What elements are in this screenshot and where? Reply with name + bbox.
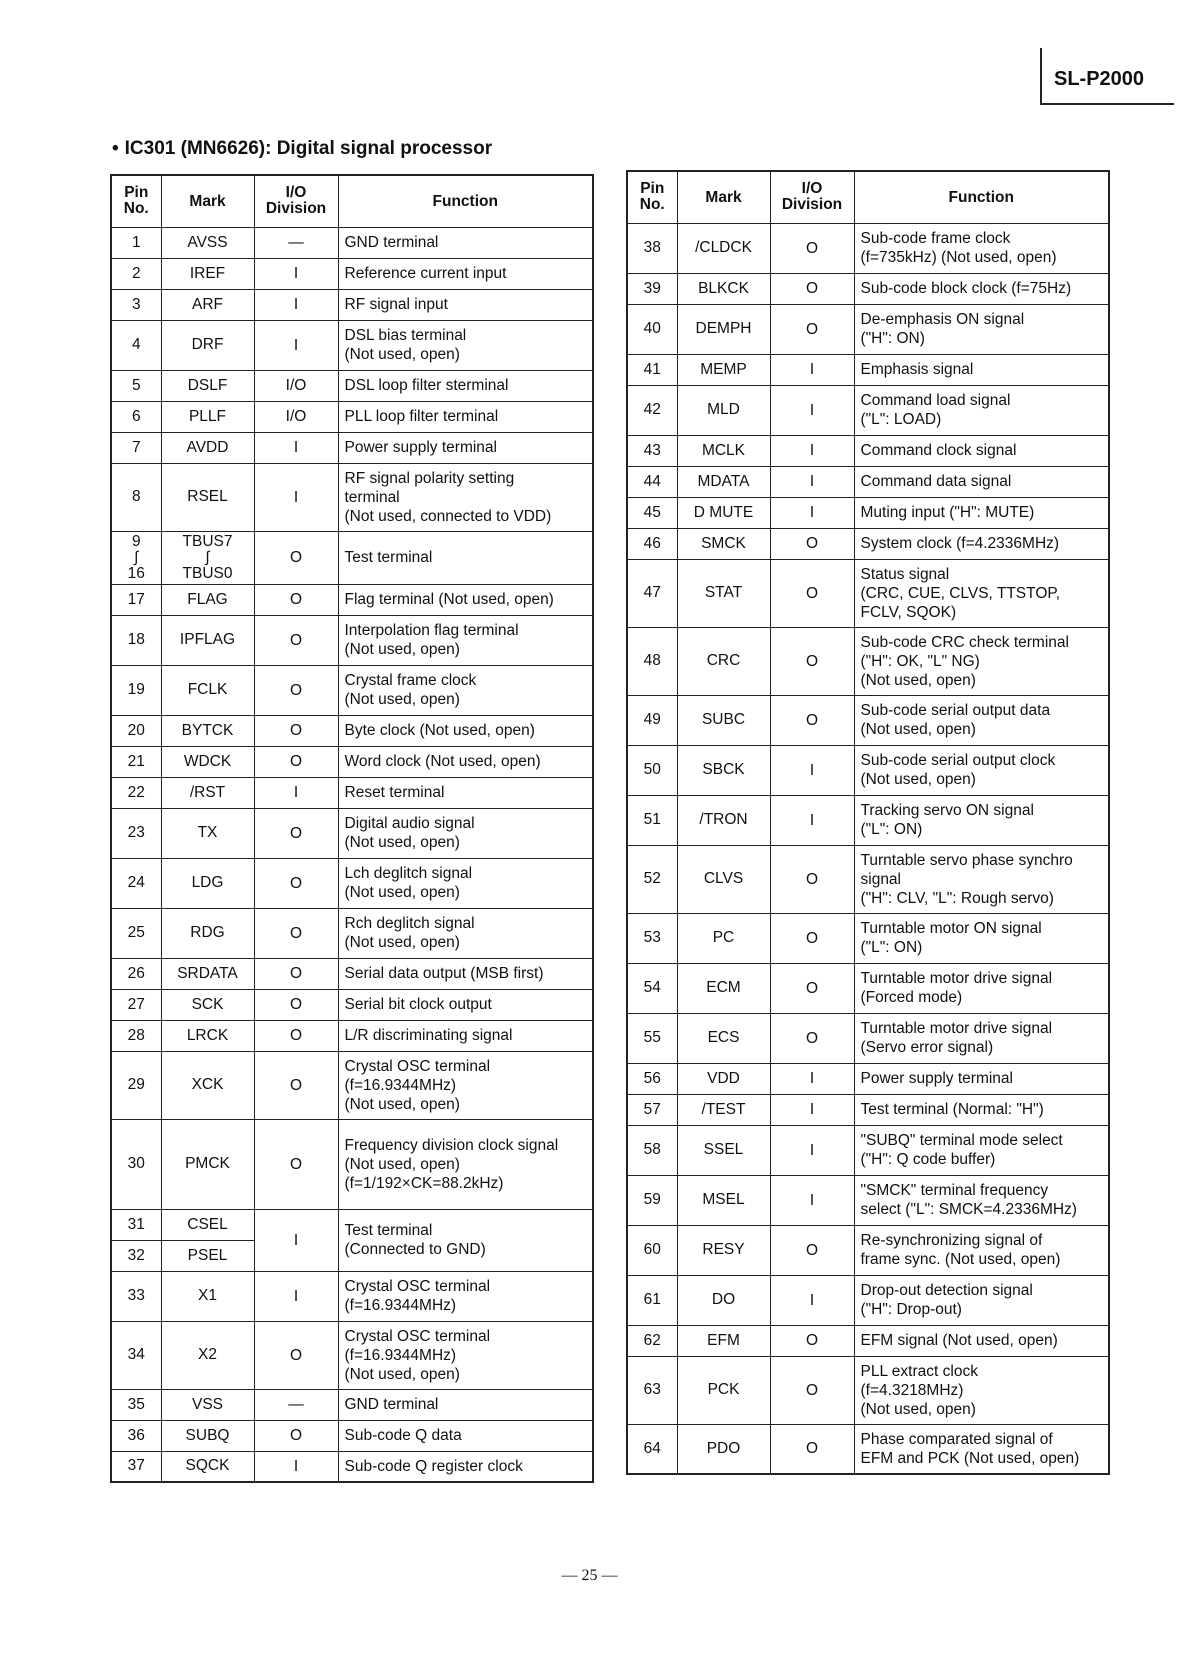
pin-function: DSL bias terminal (Not used, open) — [338, 320, 593, 370]
table-row — [111, 584, 593, 615]
pin-number: 62 — [627, 1325, 677, 1356]
table-row — [111, 432, 593, 463]
pin-number: 51 — [627, 795, 677, 845]
pin-io-division: O — [254, 1020, 338, 1051]
table-row — [627, 304, 1109, 354]
pin-number: 39 — [627, 273, 677, 304]
pin-io-division: O — [254, 858, 338, 908]
pin-mark: PSEL — [161, 1240, 254, 1271]
pin-mark: AVSS — [161, 227, 254, 258]
pin-io-division: I — [254, 1271, 338, 1321]
model-number: SL-P2000 — [1040, 48, 1174, 105]
header-io: I/O Division — [770, 171, 854, 223]
table-row — [111, 989, 593, 1020]
pin-io-division: O — [770, 627, 854, 695]
pin-function: Turntable motor ON signal ("L": ON) — [854, 913, 1109, 963]
table-row — [111, 401, 593, 432]
pin-mark: WDCK — [161, 746, 254, 777]
pin-io-division: O — [770, 845, 854, 913]
pin-mark: CLVS — [677, 845, 770, 913]
pin-number: 40 — [627, 304, 677, 354]
section-title — [112, 138, 492, 160]
pin-function: Emphasis signal — [854, 354, 1109, 385]
pin-io-division: I — [770, 745, 854, 795]
table-row — [627, 497, 1109, 528]
pin-mark: PCK — [677, 1356, 770, 1424]
pin-mark: SCK — [161, 989, 254, 1020]
pin-number: 18 — [111, 615, 161, 665]
pin-io-division: O — [254, 1051, 338, 1119]
pin-mark: TBUS7 ∫ TBUS0 — [161, 531, 254, 584]
pin-function: Digital audio signal (Not used, open) — [338, 808, 593, 858]
pin-number: 22 — [111, 777, 161, 808]
table-row — [627, 1325, 1109, 1356]
pin-io-division: I — [254, 258, 338, 289]
pin-mark: FLAG — [161, 584, 254, 615]
pin-number: 41 — [627, 354, 677, 385]
header-pin-no: Pin No. — [627, 171, 677, 223]
pin-function: Rch deglitch signal (Not used, open) — [338, 908, 593, 958]
pin-io-division: I — [770, 435, 854, 466]
table-row — [111, 320, 593, 370]
pin-number: 60 — [627, 1225, 677, 1275]
pin-mark: MDATA — [677, 466, 770, 497]
pin-function: PLL extract clock (f=4.3218MHz) (Not used, open) — [854, 1356, 1109, 1424]
pin-number: 31 — [111, 1209, 161, 1240]
pin-io-division: O — [770, 963, 854, 1013]
pin-mark: MCLK — [677, 435, 770, 466]
table-row — [627, 963, 1109, 1013]
pin-mark: RSEL — [161, 463, 254, 531]
pin-function: Muting input ("H": MUTE) — [854, 497, 1109, 528]
pin-function: Command data signal — [854, 466, 1109, 497]
pin-mark: IPFLAG — [161, 615, 254, 665]
pin-mark: CRC — [677, 627, 770, 695]
pin-io-division: I — [770, 466, 854, 497]
table-row — [111, 531, 593, 584]
pin-mark: ARF — [161, 289, 254, 320]
pin-io-division: O — [254, 1420, 338, 1451]
pin-mark: XCK — [161, 1051, 254, 1119]
pin-mark: DSLF — [161, 370, 254, 401]
pin-io-division: O — [770, 559, 854, 627]
table-row — [111, 370, 593, 401]
table-row — [627, 913, 1109, 963]
table-row — [111, 808, 593, 858]
pin-function: "SMCK" terminal frequency select ("L": SMCK=4.2336MHz) — [854, 1175, 1109, 1225]
pin-io-division: — — [254, 227, 338, 258]
pin-io-division: O — [254, 584, 338, 615]
pin-number: 45 — [627, 497, 677, 528]
table-row — [111, 1209, 593, 1240]
table-row — [111, 715, 593, 746]
pin-io-division: O — [770, 528, 854, 559]
table-row — [111, 665, 593, 715]
pin-number: 21 — [111, 746, 161, 777]
pin-function: System clock (f=4.2336MHz) — [854, 528, 1109, 559]
pin-number: 36 — [111, 1420, 161, 1451]
pin-number: 1 — [111, 227, 161, 258]
pin-mark: X1 — [161, 1271, 254, 1321]
pin-number: 34 — [111, 1321, 161, 1389]
table-row — [627, 1356, 1109, 1424]
pin-mark: D MUTE — [677, 497, 770, 528]
pin-function: Reference current input — [338, 258, 593, 289]
pin-number: 29 — [111, 1051, 161, 1119]
pin-mark: DRF — [161, 320, 254, 370]
pin-io-division: I — [770, 1125, 854, 1175]
pin-function: Sub-code Q register clock — [338, 1451, 593, 1482]
header-function: Function — [338, 175, 593, 227]
pin-number: 25 — [111, 908, 161, 958]
pin-number: 49 — [627, 695, 677, 745]
pin-mark: EFM — [677, 1325, 770, 1356]
pin-function: Power supply terminal — [338, 432, 593, 463]
pin-number: 6 — [111, 401, 161, 432]
table-row — [111, 1321, 593, 1389]
pin-number: 37 — [111, 1451, 161, 1482]
pin-function: Sub-code CRC check terminal ("H": OK, "L" NG) (Not used, open) — [854, 627, 1109, 695]
pin-mark: TX — [161, 808, 254, 858]
table-row — [627, 223, 1109, 273]
pin-mark: /TRON — [677, 795, 770, 845]
table-row — [627, 1013, 1109, 1063]
pin-mark: MLD — [677, 385, 770, 435]
pin-function: Status signal (CRC, CUE, CLVS, TTSTOP, FCLV, SQOK) — [854, 559, 1109, 627]
table-row — [627, 435, 1109, 466]
pin-number: 42 — [627, 385, 677, 435]
pin-function: Crystal OSC terminal (f=16.9344MHz) (Not used, open) — [338, 1051, 593, 1119]
pin-mark: SBCK — [677, 745, 770, 795]
pin-function: Tracking servo ON signal ("L": ON) — [854, 795, 1109, 845]
pin-io-division: O — [254, 531, 338, 584]
page-number: — 25 — — [561, 1567, 618, 1584]
pin-mark: SQCK — [161, 1451, 254, 1482]
pin-mark: BLKCK — [677, 273, 770, 304]
pin-io-division: O — [770, 1325, 854, 1356]
table-row — [627, 1275, 1109, 1325]
pin-mark: LRCK — [161, 1020, 254, 1051]
table-row — [627, 745, 1109, 795]
pin-io-division: O — [254, 958, 338, 989]
pin-mark: MEMP — [677, 354, 770, 385]
pin-mark: ECS — [677, 1013, 770, 1063]
table-row — [627, 273, 1109, 304]
table-row — [627, 466, 1109, 497]
pin-function: Re-synchronizing signal of frame sync. (Not used, open) — [854, 1225, 1109, 1275]
pin-io-division: I — [254, 432, 338, 463]
pin-number: 32 — [111, 1240, 161, 1271]
pin-mark: VSS — [161, 1389, 254, 1420]
pin-mark: CSEL — [161, 1209, 254, 1240]
table-row — [111, 1389, 593, 1420]
pin-mark: RDG — [161, 908, 254, 958]
pin-mark: /RST — [161, 777, 254, 808]
table-row — [111, 1271, 593, 1321]
bullet-icon: • — [112, 138, 119, 159]
pin-mark: SRDATA — [161, 958, 254, 989]
pin-function: De-emphasis ON signal ("H": ON) — [854, 304, 1109, 354]
pin-function: GND terminal — [338, 227, 593, 258]
pin-number: 56 — [627, 1063, 677, 1094]
table-row — [627, 528, 1109, 559]
pin-function: GND terminal — [338, 1389, 593, 1420]
pin-number: 28 — [111, 1020, 161, 1051]
pin-io-division: I/O — [254, 401, 338, 432]
pin-mark: PC — [677, 913, 770, 963]
pin-function: Power supply terminal — [854, 1063, 1109, 1094]
pin-function: Sub-code serial output clock (Not used, open) — [854, 745, 1109, 795]
pin-function: Test terminal — [338, 531, 593, 584]
header-mark: Mark — [161, 175, 254, 227]
table-row — [111, 1020, 593, 1051]
pin-function: Word clock (Not used, open) — [338, 746, 593, 777]
table-header-row — [111, 175, 593, 227]
pin-mark: MSEL — [677, 1175, 770, 1225]
pin-number: 17 — [111, 584, 161, 615]
pin-function: Sub-code Q data — [338, 1420, 593, 1451]
pin-function: Interpolation flag terminal (Not used, open) — [338, 615, 593, 665]
pin-number: 58 — [627, 1125, 677, 1175]
header-pin-no: Pin No. — [111, 175, 161, 227]
pin-number: 9 ∫ 16 — [111, 531, 161, 584]
pin-io-division: I — [254, 289, 338, 320]
pin-io-division: O — [254, 615, 338, 665]
pin-mark: SUBQ — [161, 1420, 254, 1451]
pin-io-division: O — [254, 989, 338, 1020]
pin-number: 20 — [111, 715, 161, 746]
table-row — [111, 463, 593, 531]
table-row — [111, 615, 593, 665]
pin-function: Turntable motor drive signal (Servo error signal) — [854, 1013, 1109, 1063]
pin-mark: PLLF — [161, 401, 254, 432]
pin-function: Drop-out detection signal ("H": Drop-out) — [854, 1275, 1109, 1325]
table-row — [111, 289, 593, 320]
pin-function: Test terminal (Connected to GND) — [338, 1209, 593, 1271]
pin-function: Crystal OSC terminal (f=16.9344MHz) (Not used, open) — [338, 1321, 593, 1389]
pin-io-division: I — [254, 777, 338, 808]
pin-io-division: I — [254, 463, 338, 531]
pin-table-left — [110, 174, 594, 1483]
pin-number: 63 — [627, 1356, 677, 1424]
pin-function: Serial data output (MSB first) — [338, 958, 593, 989]
pin-function: Reset terminal — [338, 777, 593, 808]
table-row — [111, 258, 593, 289]
pin-number: 64 — [627, 1424, 677, 1474]
table-row — [627, 385, 1109, 435]
pin-io-division: I — [770, 795, 854, 845]
pin-number: 55 — [627, 1013, 677, 1063]
header-function: Function — [854, 171, 1109, 223]
pin-function: Sub-code serial output data (Not used, open) — [854, 695, 1109, 745]
table-row — [111, 1451, 593, 1482]
pin-number: 27 — [111, 989, 161, 1020]
header-mark: Mark — [677, 171, 770, 223]
pin-io-division: O — [770, 1225, 854, 1275]
pin-number: 48 — [627, 627, 677, 695]
pin-function: Command load signal ("L": LOAD) — [854, 385, 1109, 435]
pin-function: "SUBQ" terminal mode select ("H": Q code buffer) — [854, 1125, 1109, 1175]
pin-io-division: O — [254, 808, 338, 858]
pin-io-division: O — [770, 1356, 854, 1424]
pin-io-division: O — [254, 746, 338, 777]
table-row — [111, 777, 593, 808]
pin-mark: FCLK — [161, 665, 254, 715]
section-title-text: IC301 (MN6626): Digital signal processor — [124, 138, 493, 159]
pin-function: EFM signal (Not used, open) — [854, 1325, 1109, 1356]
table-row — [111, 958, 593, 989]
pin-function: Turntable servo phase synchro signal ("H": CLV, "L": Rough servo) — [854, 845, 1109, 913]
pin-io-division: O — [254, 1321, 338, 1389]
pin-io-division: I — [770, 497, 854, 528]
pin-function: Sub-code block clock (f=75Hz) — [854, 273, 1109, 304]
pin-io-division: O — [254, 665, 338, 715]
pin-mark: DEMPH — [677, 304, 770, 354]
pin-number: 57 — [627, 1094, 677, 1125]
pin-number: 46 — [627, 528, 677, 559]
pin-io-division: I — [770, 1175, 854, 1225]
pin-mark: LDG — [161, 858, 254, 908]
pin-io-division: I — [254, 1451, 338, 1482]
pin-number: 52 — [627, 845, 677, 913]
pin-io-division: I/O — [254, 370, 338, 401]
pin-io-division: I — [254, 320, 338, 370]
pin-function: Lch deglitch signal (Not used, open) — [338, 858, 593, 908]
pin-mark: SSEL — [677, 1125, 770, 1175]
pin-function: Command clock signal — [854, 435, 1109, 466]
pin-io-division: I — [770, 1275, 854, 1325]
pin-io-division: I — [254, 1209, 338, 1271]
table-row — [111, 1420, 593, 1451]
pin-number: 50 — [627, 745, 677, 795]
pin-io-division: O — [254, 908, 338, 958]
pin-io-division: O — [770, 1013, 854, 1063]
pin-mark: DO — [677, 1275, 770, 1325]
pin-function: Turntable motor drive signal (Forced mode) — [854, 963, 1109, 1013]
pin-mark: VDD — [677, 1063, 770, 1094]
pin-number: 23 — [111, 808, 161, 858]
table-row — [111, 908, 593, 958]
pin-number: 24 — [111, 858, 161, 908]
pin-io-division: I — [770, 1063, 854, 1094]
pin-number: 19 — [111, 665, 161, 715]
table-row — [627, 1125, 1109, 1175]
table-row — [627, 627, 1109, 695]
table-row — [627, 1225, 1109, 1275]
pin-io-division: I — [770, 354, 854, 385]
pin-io-division: I — [770, 385, 854, 435]
pin-io-division: O — [770, 913, 854, 963]
pin-function: DSL loop filter sterminal — [338, 370, 593, 401]
pin-mark: RESY — [677, 1225, 770, 1275]
pin-mark: PDO — [677, 1424, 770, 1474]
table-row — [111, 227, 593, 258]
pin-number: 4 — [111, 320, 161, 370]
pin-number: 43 — [627, 435, 677, 466]
table-row — [627, 1424, 1109, 1474]
pin-table-right — [626, 170, 1110, 1475]
table-row — [627, 559, 1109, 627]
pin-number: 38 — [627, 223, 677, 273]
pin-function: Test terminal (Normal: "H") — [854, 1094, 1109, 1125]
pin-number: 54 — [627, 963, 677, 1013]
pin-number: 7 — [111, 432, 161, 463]
pin-function: Byte clock (Not used, open) — [338, 715, 593, 746]
pin-mark: PMCK — [161, 1119, 254, 1209]
table-row — [111, 1119, 593, 1209]
pin-mark: IREF — [161, 258, 254, 289]
pin-io-division: I — [770, 1094, 854, 1125]
pin-number: 3 — [111, 289, 161, 320]
table-row — [627, 1094, 1109, 1125]
pin-io-division: O — [770, 304, 854, 354]
pin-io-division: O — [770, 1424, 854, 1474]
pin-io-division: O — [770, 273, 854, 304]
pin-mark: STAT — [677, 559, 770, 627]
pin-function: PLL loop filter terminal — [338, 401, 593, 432]
pin-mark: AVDD — [161, 432, 254, 463]
pin-io-division: O — [770, 223, 854, 273]
pin-number: 26 — [111, 958, 161, 989]
pin-number: 33 — [111, 1271, 161, 1321]
table-row — [627, 1175, 1109, 1225]
pin-number: 30 — [111, 1119, 161, 1209]
pin-number: 44 — [627, 466, 677, 497]
pin-function: Crystal OSC terminal (f=16.9344MHz) — [338, 1271, 593, 1321]
pin-mark: X2 — [161, 1321, 254, 1389]
pin-function: Flag terminal (Not used, open) — [338, 584, 593, 615]
pin-number: 2 — [111, 258, 161, 289]
header-io: I/O Division — [254, 175, 338, 227]
pin-mark: SUBC — [677, 695, 770, 745]
pin-mark: /CLDCK — [677, 223, 770, 273]
pin-mark: BYTCK — [161, 715, 254, 746]
pin-io-division: O — [770, 695, 854, 745]
pin-function: Serial bit clock output — [338, 989, 593, 1020]
pin-function: RF signal input — [338, 289, 593, 320]
table-row — [111, 746, 593, 777]
table-row — [627, 695, 1109, 745]
pin-io-division: — — [254, 1389, 338, 1420]
pin-mark: ECM — [677, 963, 770, 1013]
table-row — [111, 858, 593, 908]
table-row — [111, 1051, 593, 1119]
pin-function: Frequency division clock signal (Not used, open) (f=1/192×CK=88.2kHz) — [338, 1119, 593, 1209]
pin-number: 59 — [627, 1175, 677, 1225]
table-header-row — [627, 171, 1109, 223]
pin-function: L/R discriminating signal — [338, 1020, 593, 1051]
pin-number: 5 — [111, 370, 161, 401]
pin-mark: /TEST — [677, 1094, 770, 1125]
pin-function: Crystal frame clock (Not used, open) — [338, 665, 593, 715]
pin-number: 8 — [111, 463, 161, 531]
table-row — [627, 845, 1109, 913]
table-row — [627, 1063, 1109, 1094]
pin-number: 47 — [627, 559, 677, 627]
pin-number: 61 — [627, 1275, 677, 1325]
pin-function: Phase comparated signal of EFM and PCK (Not used, open) — [854, 1424, 1109, 1474]
pin-function: RF signal polarity setting terminal (Not used, connected to VDD) — [338, 463, 593, 531]
pin-io-division: O — [254, 1119, 338, 1209]
pin-mark: SMCK — [677, 528, 770, 559]
table-row — [627, 795, 1109, 845]
pin-function: Sub-code frame clock (f=735kHz) (Not used, open) — [854, 223, 1109, 273]
table-row — [627, 354, 1109, 385]
pin-number: 35 — [111, 1389, 161, 1420]
pin-io-division: O — [254, 715, 338, 746]
pin-number: 53 — [627, 913, 677, 963]
